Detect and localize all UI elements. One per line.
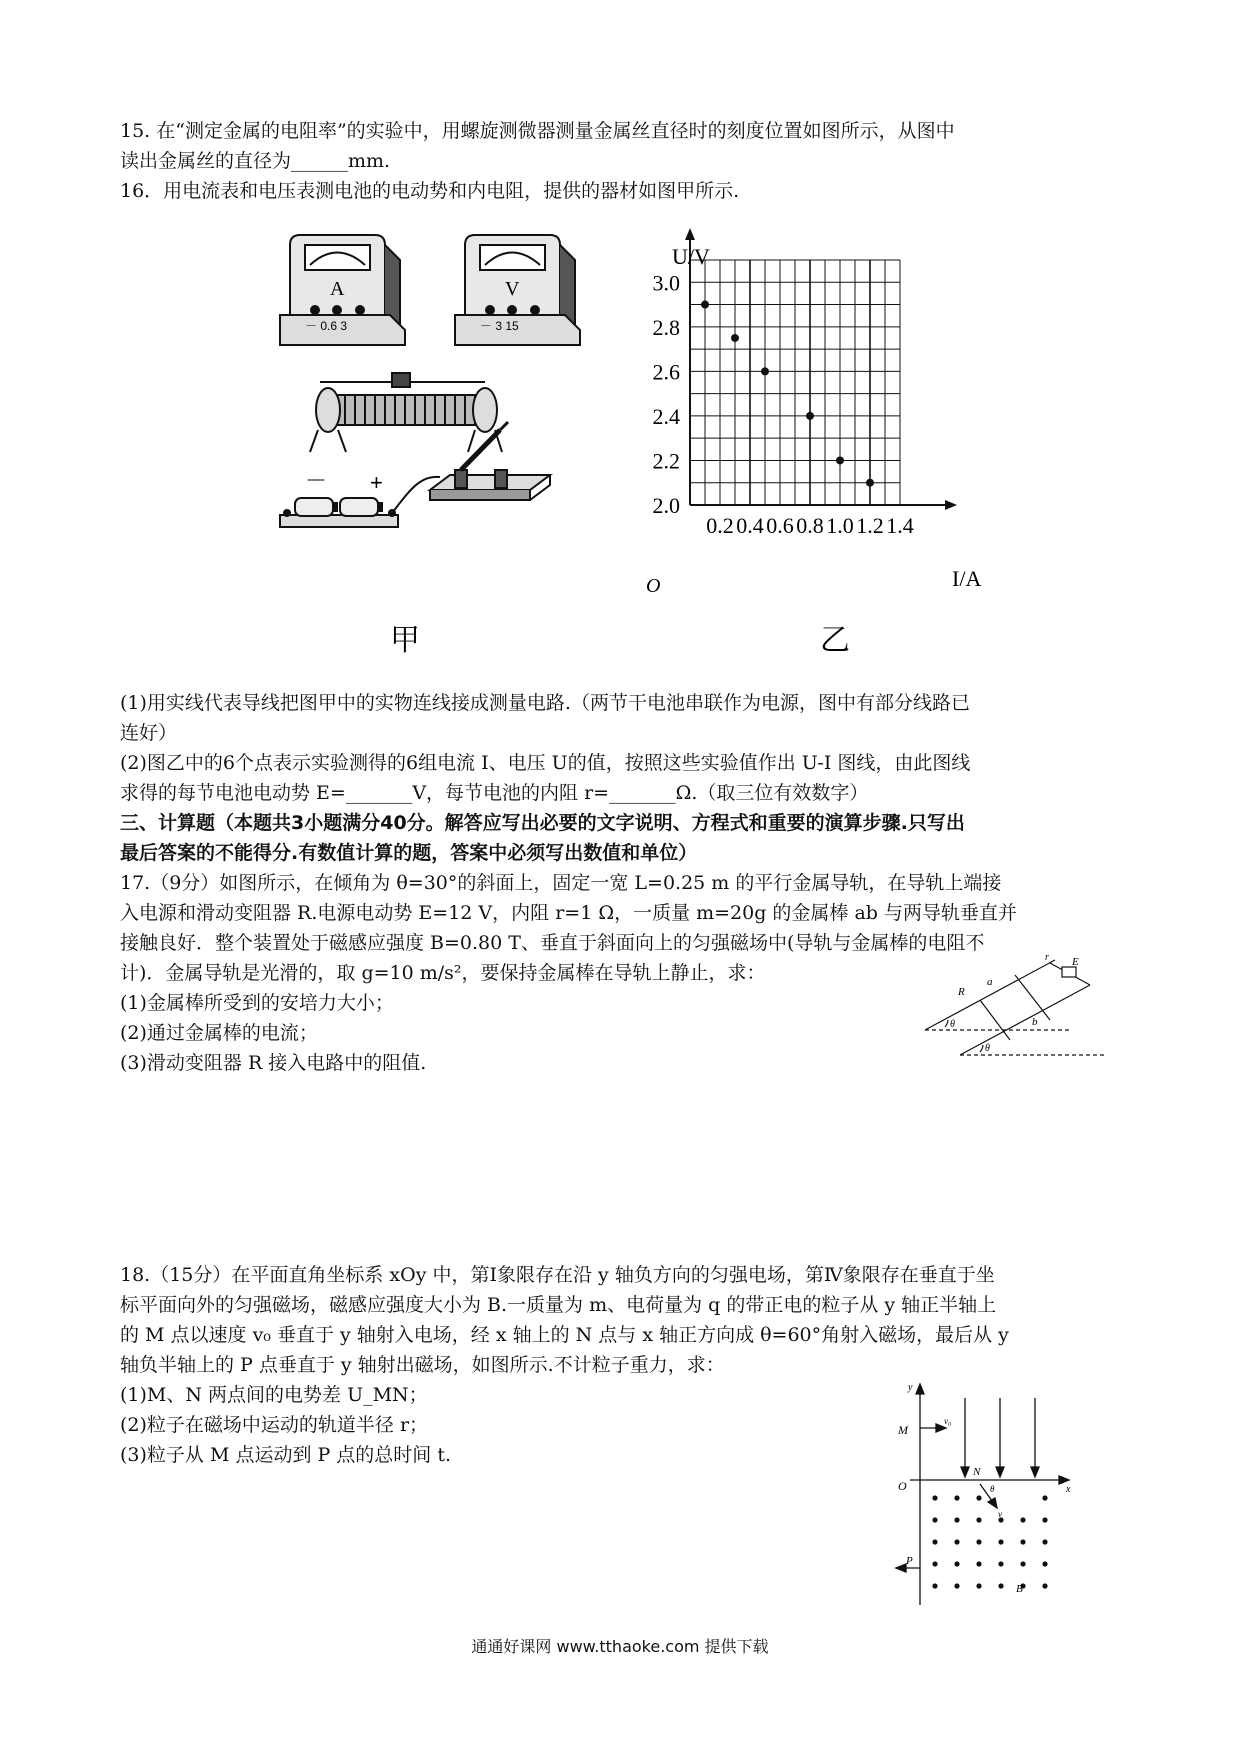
field-dot — [998, 1561, 1003, 1566]
chart-x-axis-label: I/A — [952, 566, 982, 591]
rheostat-illustration — [310, 373, 502, 452]
q17-line3: 接触良好．整个装置处于磁感应强度 B=0.80 T、垂直于斜面向上的匀强磁场中(导轨与金属棒的电阻不 — [120, 932, 985, 954]
field-dot — [954, 1539, 959, 1544]
field-dot — [1020, 1561, 1025, 1566]
q15-line2: 读出金属丝的直径为______mm. — [120, 150, 391, 172]
q16-part2-line1: (2)图乙中的6个点表示实验测得的6组电流 I、电压 U的值，按照这些实验值作出 U-I 图线，由此图线 — [120, 752, 971, 774]
y-tick-label: 2.4 — [652, 403, 680, 429]
y-axis-arrow — [685, 228, 695, 240]
chart-origin-label: O — [646, 575, 661, 597]
field-dot — [932, 1561, 937, 1566]
q17-fig-R: R — [958, 986, 965, 998]
field-dot — [954, 1495, 959, 1500]
q17-sub1: (1)金属棒所受到的安培力大小； — [120, 992, 394, 1014]
q16-part1-line2: 连好） — [120, 722, 178, 744]
field-dot — [932, 1495, 937, 1500]
ammeter-symbol: A — [330, 278, 345, 300]
field-dot — [976, 1517, 981, 1522]
voltmeter-symbol: V — [505, 278, 520, 300]
x-tick-label: 1.2 — [856, 513, 884, 538]
q17-sub3: (3)滑动变阻器 R 接入电路中的阻值. — [120, 1052, 427, 1074]
battery-minus-label: － — [305, 468, 328, 493]
q17-fig-a: a — [987, 976, 993, 988]
q17-fig-b: b — [1032, 1016, 1038, 1028]
field-dot — [932, 1583, 937, 1588]
battery-plus-label: + — [370, 470, 383, 495]
chart-x-ticks — [706, 513, 914, 538]
chart-axes — [685, 228, 957, 510]
field-dot — [932, 1517, 937, 1522]
chart-caption: 乙 — [820, 623, 850, 658]
field-dot — [998, 1539, 1003, 1544]
field-dot — [954, 1561, 959, 1566]
y-tick-label: 2.2 — [652, 448, 680, 474]
field-dot — [998, 1583, 1003, 1588]
q18-fig-y: y — [908, 1382, 913, 1393]
chart-y-axis-label: U/V — [672, 244, 710, 269]
y-tick-label: 2.0 — [652, 493, 680, 518]
chart-grid — [690, 260, 900, 505]
field-dot — [1020, 1539, 1025, 1544]
q17-line1: 17.（9分）如图所示，在倾角为 θ=30°的斜面上，固定一宽 L=0.25 m 的平行金属导轨，在导轨上端接 — [120, 872, 1002, 894]
data-point — [806, 412, 814, 420]
field-dot — [976, 1495, 981, 1500]
field-dot — [1042, 1539, 1047, 1544]
x-tick-label: 1.4 — [886, 513, 914, 538]
chart-y-ticks — [653, 270, 681, 518]
q17-fig-theta-1: θ — [950, 1019, 955, 1030]
field-dot — [976, 1539, 981, 1544]
y-tick-label: 2.6 — [652, 359, 680, 385]
field-dot — [932, 1539, 937, 1544]
q17-line4: 计)．金属导轨是光滑的，取 g=10 m/s²，要保持金属棒在导轨上静止，求： — [120, 962, 766, 984]
section3-heading-line1: 三、计算题（本题共3小题满分40分。解答应写出必要的文字说明、方程式和重要的演算步骤.只写出 — [120, 812, 965, 834]
page-footer: 通通好课网 www.tthaoke.com 提供下载 — [471, 1637, 769, 1656]
ammeter-terminals: － 0.6 3 — [305, 319, 348, 333]
data-point — [866, 479, 874, 487]
q18-fig-v0: v₀ — [944, 1416, 952, 1426]
switch-illustration — [430, 422, 550, 500]
field-dot — [976, 1561, 981, 1566]
q18-field-figure — [880, 1380, 1080, 1610]
data-point — [701, 301, 709, 309]
x-axis-arrow — [945, 500, 957, 510]
figure-jia — [280, 230, 610, 660]
q17-incline-figure — [920, 952, 1110, 1065]
q18-fig-v: v — [998, 1509, 1002, 1519]
data-point — [731, 334, 739, 342]
q18-fig-x: x — [1066, 1484, 1071, 1495]
section3-heading-line2: 最后答案的不能得分.有数值计算的题，答案中必须写出数值和单位） — [120, 842, 698, 864]
field-dot — [1042, 1583, 1047, 1588]
q18-line3: 的 M 点以速度 v₀ 垂直于 y 轴射入电场，经 x 轴上的 N 点与 x 轴正方向成 θ=60°角射入磁场，最后从 y — [120, 1324, 1009, 1346]
question-15 — [120, 116, 1130, 206]
q17-line2: 入电源和滑动变阻器 R.电源电动势 E=12 V，内阻 r=1 Ω，一质量 m=20g 的金属棒 ab 与两导轨垂直并 — [120, 902, 1018, 924]
q17-sub2: (2)通过金属棒的电流； — [120, 1022, 318, 1044]
x-tick-label: 0.6 — [766, 513, 794, 538]
y-tick-label: 2.8 — [652, 314, 680, 340]
q18-line4: 轴负半轴上的 P 点垂直于 y 轴射出磁场，如图所示.不计粒子重力，求： — [120, 1354, 725, 1376]
q16-part1-line1: (1)用实线代表导线把图甲中的实物连线接成测量电路.（两节干电池串联作为电源，图中有部分线路已 — [120, 692, 970, 714]
field-dot — [1042, 1495, 1047, 1500]
magnetic-field-dots — [932, 1495, 1047, 1588]
field-dot — [1020, 1517, 1025, 1522]
q18-fig-B: B — [1016, 1583, 1023, 1595]
q18-fig-M: M — [898, 1423, 908, 1437]
q15-line1: 15. 在“测定金属的电阻率”的实验中，用螺旋测微器测量金属丝直径时的刻度位置如图所示，从图中 — [120, 120, 955, 142]
q18-sub3: (3)粒子从 M 点运动到 P 点的总时间 t. — [120, 1444, 452, 1466]
question-16-parts — [120, 688, 1130, 868]
q17-fig-theta-2: θ — [985, 1043, 990, 1054]
figure-jia-caption: 甲 — [390, 623, 420, 658]
q17-fig-r: r — [1045, 952, 1049, 963]
x-tick-label: 0.4 — [736, 513, 764, 538]
field-dot — [954, 1517, 959, 1522]
q17-fig-E: E — [1072, 956, 1079, 968]
q16-intro: 16．用电流表和电压表测电池的电动势和内电阻，提供的器材如图甲所示. — [120, 180, 740, 202]
x-tick-label: 0.8 — [796, 513, 824, 538]
y-tick-label: 3.0 — [652, 270, 680, 296]
q18-fig-theta: θ — [990, 1484, 995, 1494]
voltmeter-terminals: － 3 15 — [480, 319, 519, 333]
ui-chart — [600, 230, 1020, 660]
x-tick-label: 0.2 — [706, 513, 734, 538]
q18-fig-N: N — [973, 1466, 981, 1478]
q18-sub2: (2)粒子在磁场中运动的轨道半径 r； — [120, 1414, 429, 1436]
q18-fig-P: P — [906, 1555, 913, 1567]
field-dot — [1042, 1517, 1047, 1522]
field-dot — [976, 1583, 981, 1588]
q18-fig-O: O — [898, 1479, 907, 1493]
x-tick-label: 1.0 — [826, 513, 854, 538]
q18-line2: 标平面向外的匀强磁场，磁感应强度大小为 B.一质量为 m、电荷量为 q 的带正电的粒子从 y 轴正半轴上 — [120, 1294, 997, 1316]
q18-line1: 18.（15分）在平面直角坐标系 xOy 中，第Ⅰ象限存在沿 y 轴负方向的匀强电场，第Ⅳ象限存在垂直于坐 — [120, 1264, 995, 1286]
data-point — [761, 367, 769, 375]
data-point — [836, 456, 844, 464]
q16-part2-line2: 求得的每节电池电动势 E=_______V，每节电池的内阻 r=_______Ω.（取三位有效数字） — [120, 782, 869, 804]
field-dot — [954, 1583, 959, 1588]
q18-sub1: (1)M、N 两点间的电势差 U_MN； — [120, 1384, 428, 1406]
battery-illustration — [280, 477, 440, 527]
field-dot — [1042, 1561, 1047, 1566]
